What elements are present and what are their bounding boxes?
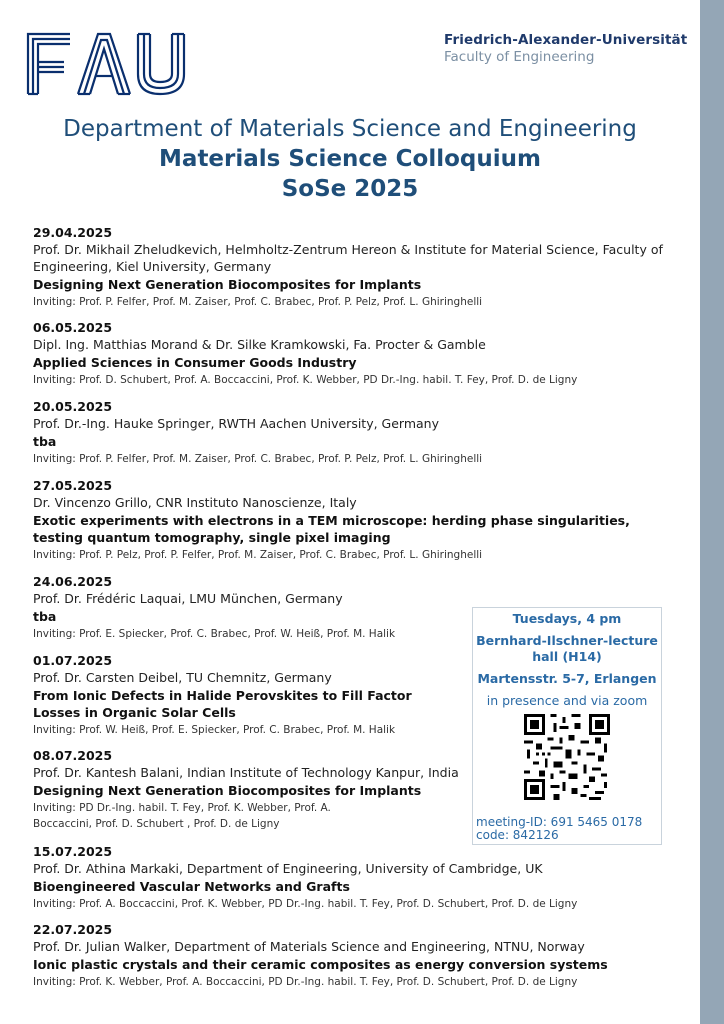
- faculty-name: Faculty of Engineering: [444, 49, 595, 65]
- talk-title: Exotic experiments with electrons in a TEM microscope: herding phase singularities, testing quantum tomography, single pixel imaging: [33, 513, 630, 545]
- talk-title: tba: [33, 434, 57, 449]
- talk-date: 01.07.2025: [33, 653, 113, 668]
- talk-title: Applied Sciences in Consumer Goods Industry: [33, 355, 357, 370]
- talk-speaker: Prof. Dr. Mikhail Zheludkevich, Helmholtz-Zentrum Hereon & Institute for Material Science, Faculty of Engineering, Kiel University, Germany: [33, 242, 663, 274]
- talk-date: 24.06.2025: [33, 574, 113, 589]
- zoom-qr-code[interactable]: [524, 714, 610, 800]
- talk-inviting: Inviting: Prof. P. Pelz, Prof. P. Felfer, Prof. M. Zaiser, Prof. C. Brabec, Prof. L. Ghiringhelli: [33, 549, 483, 561]
- meeting-code: code: 842126: [476, 828, 559, 842]
- talk-speaker: Dipl. Ing. Matthias Morand & Dr. Silke Kramkowski, Fa. Procter & Gamble: [33, 337, 486, 352]
- talk-speaker: Prof. Dr. Carsten Deibel, TU Chemnitz, Germany: [33, 670, 332, 685]
- talk-entry: [33, 747, 463, 832]
- talk-date: 29.04.2025: [33, 225, 113, 240]
- talk-inviting: Inviting: Prof. P. Felfer, Prof. M. Zaiser, Prof. C. Brabec, Prof. P. Pelz, Prof. L. Ghiringhelli: [33, 296, 483, 308]
- talk-entry: [33, 477, 673, 563]
- time-label: Tuesdays, 4 pm: [512, 611, 622, 626]
- talk-speaker: Prof. Dr. Kantesh Balani, Indian Institute of Technology Kanpur, India: [33, 765, 459, 780]
- talk-inviting: Inviting: Prof. W. Heiß, Prof. E. Spiecker, Prof. C. Brabec, Prof. M. Halik: [33, 724, 396, 736]
- lecture-hall: Bernhard-Ilschner-lecture hall (H14): [476, 633, 658, 664]
- talk-inviting: Inviting: Prof. A. Boccaccini, Prof. K. Webber, PD Dr.-Ing. habil. T. Fey, Prof. D. Schubert, Prof. D. de Ligny: [33, 898, 578, 910]
- talk-title: Designing Next Generation Biocomposites for Implants: [33, 277, 422, 292]
- talk-inviting: Inviting: Prof. P. Felfer, Prof. M. Zaiser, Prof. C. Brabec, Prof. P. Pelz, Prof. L. Ghiringhelli: [33, 453, 483, 465]
- attendance-mode: in presence and via zoom: [486, 693, 648, 708]
- talk-title: tba: [33, 609, 57, 624]
- talk-speaker: Prof. Dr. Julian Walker, Department of Materials Science and Engineering, NTNU, Norway: [33, 939, 585, 954]
- talk-title: From Ionic Defects in Halide Perovskites to Fill Factor Losses in Organic Solar Cells: [33, 688, 412, 720]
- talk-speaker: Prof. Dr. Athina Markaki, Department of Engineering, University of Cambridge, UK: [33, 861, 543, 876]
- talk-date: 08.07.2025: [33, 748, 113, 763]
- talk-entry: [33, 573, 463, 642]
- department-title: Department of Materials Science and Engineering: [63, 116, 637, 142]
- talk-speaker: Dr. Vincenzo Grillo, CNR Instituto Nanoscienze, Italy: [33, 495, 357, 510]
- talk-entry: [33, 398, 673, 467]
- talk-inviting: Inviting: Prof. D. Schubert, Prof. A. Boccaccini, Prof. K. Webber, PD Dr.-Ing. habil. T. Fey, Prof. D. de Ligny: [33, 374, 578, 386]
- talk-entry: [33, 224, 673, 310]
- talk-date: 15.07.2025: [33, 844, 113, 859]
- venue-info-box: [472, 607, 662, 845]
- talk-inviting: Inviting: Prof. E. Spiecker, Prof. C. Brabec, Prof. W. Heiß, Prof. M. Halik: [33, 628, 396, 640]
- talk-title: Designing Next Generation Biocomposites for Implants: [33, 783, 422, 798]
- university-block: [444, 32, 687, 65]
- talk-date: 22.07.2025: [33, 922, 113, 937]
- talk-date: 20.05.2025: [33, 399, 113, 414]
- university-name: Friedrich-Alexander-Universität: [444, 32, 688, 48]
- talk-date: 27.05.2025: [33, 478, 113, 493]
- talk-speaker: Prof. Dr.-Ing. Hauke Springer, RWTH Aachen University, Germany: [33, 416, 440, 431]
- zoom-credentials: [476, 816, 642, 842]
- page-title-block: [0, 114, 700, 204]
- fau-logo: [26, 32, 188, 96]
- colloquium-title: Materials Science Colloquium: [159, 146, 541, 172]
- talk-title: Ionic plastic crystals and their ceramic composites as energy conversion systems: [33, 957, 608, 972]
- talk-entry: [33, 843, 673, 912]
- talk-entry: [33, 652, 463, 738]
- right-margin-bar: [700, 0, 724, 1024]
- semester-title: SoSe 2025: [281, 176, 419, 202]
- address: Martensstr. 5-7, Erlangen: [477, 671, 657, 686]
- talk-inviting: Inviting: Prof. K. Webber, Prof. A. Boccaccini, PD Dr.-Ing. habil. T. Fey, Prof. D. Schubert, Prof. D. de Ligny: [33, 976, 578, 988]
- talk-entry: [33, 921, 673, 990]
- talk-entry: [33, 319, 673, 388]
- talk-date: 06.05.2025: [33, 320, 113, 335]
- talk-speaker: Prof. Dr. Frédéric Laquai, LMU München, Germany: [33, 591, 343, 606]
- meeting-id[interactable]: meeting-ID: 691 5465 0178: [476, 815, 643, 829]
- talk-title: Bioengineered Vascular Networks and Grafts: [33, 879, 350, 894]
- talk-inviting: Inviting: PD Dr.-Ing. habil. T. Fey, Prof. K. Webber, Prof. A. Boccaccini, Prof. D. Schubert , Prof. D. de Ligny: [33, 802, 331, 830]
